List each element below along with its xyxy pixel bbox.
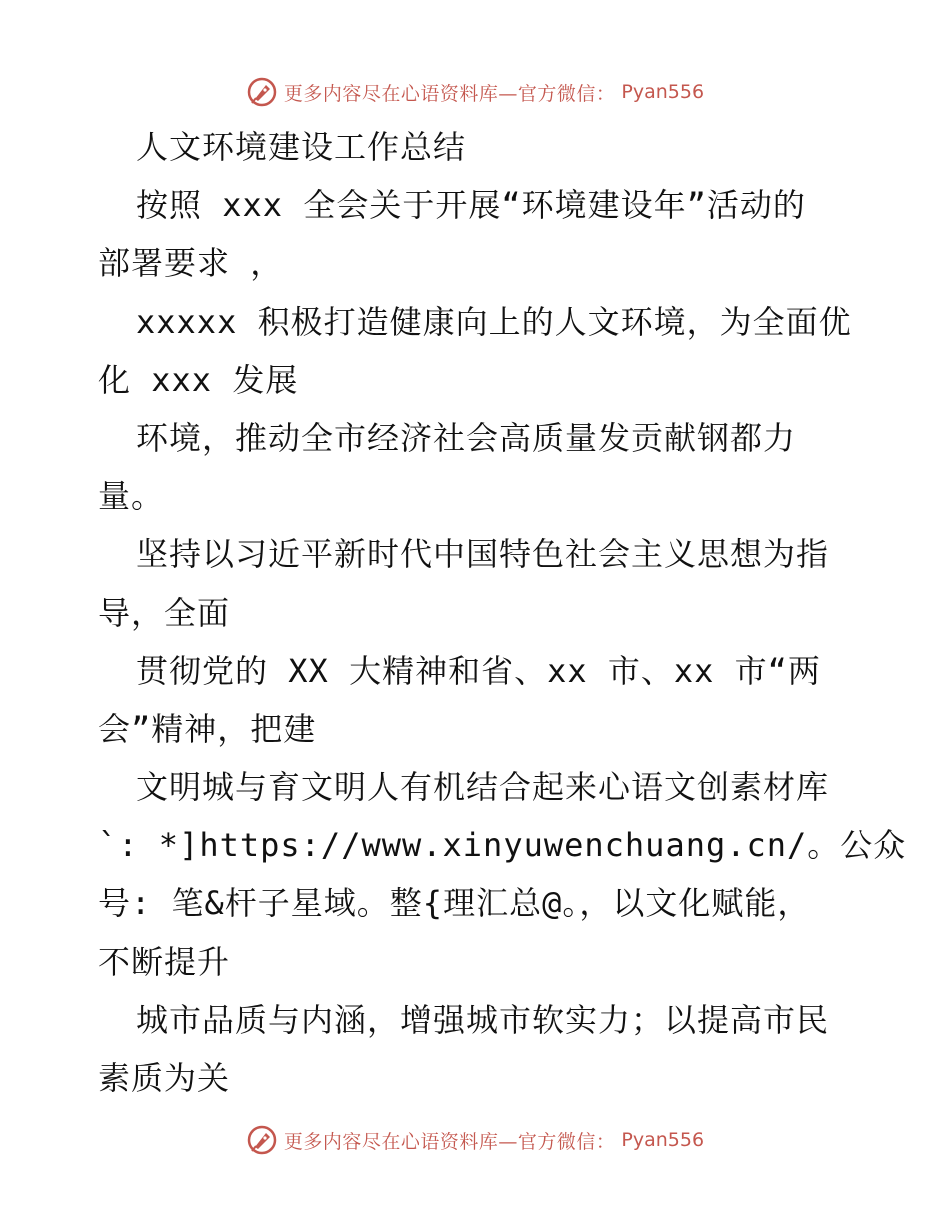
- pen-nib-logo-icon: [246, 76, 278, 108]
- paragraph-line: 化 xxx 发展: [98, 360, 299, 399]
- paragraph-line: 文明城与育文明人有机结合起来心语文创素材库: [136, 768, 830, 807]
- paragraph-line: 环境，推动全市经济社会高质量发贡献钢都力: [136, 418, 797, 457]
- paragraph-line: 按照 xxx 全会关于开展“环境建设年”活动的: [136, 186, 806, 225]
- footer-watermark-banner: [0, 1120, 950, 1160]
- paragraph-line: 会”精神，把建: [98, 709, 317, 748]
- header-watermark-banner: [0, 72, 950, 112]
- paragraph-line: 部署要求 ，: [98, 244, 284, 283]
- document-body: [98, 118, 907, 1107]
- paragraph-line: 素质为关: [98, 1059, 231, 1097]
- paragraph-line: 号: 笔&杆子星域。整{理汇总@。，以文化赋能，: [98, 884, 811, 923]
- document-title: 人文环境建设工作总结: [136, 128, 467, 166]
- paragraph-line: `: *]https://www.xinyuwenchuang.cn/。公众: [98, 826, 907, 865]
- paragraph-line: xxxxx 积极打造健康向上的人文环境，为全面优: [136, 302, 852, 341]
- banner-wechat-id: Pyan556: [621, 1129, 705, 1151]
- banner-wechat-id: Pyan556: [621, 81, 705, 103]
- paragraph-line: 不断提升: [98, 942, 231, 981]
- paragraph-line: 坚持以习近平新时代中国特色社会主义思想为指: [136, 535, 830, 574]
- banner-text: 更多内容尽在心语资料库—官方微信：: [283, 1130, 616, 1153]
- paragraph-line: 城市品质与内涵，增强城市软实力；以提高市民: [136, 1000, 830, 1039]
- paragraph-line: 导，全面: [98, 593, 231, 632]
- paragraph-line: 量。: [98, 477, 165, 516]
- pen-nib-logo-icon: [246, 1124, 278, 1156]
- paragraph-line: 贯彻党的 XX 大精神和省、xx 市、xx 市“两: [136, 651, 821, 690]
- banner-text: 更多内容尽在心语资料库—官方微信：: [283, 82, 616, 105]
